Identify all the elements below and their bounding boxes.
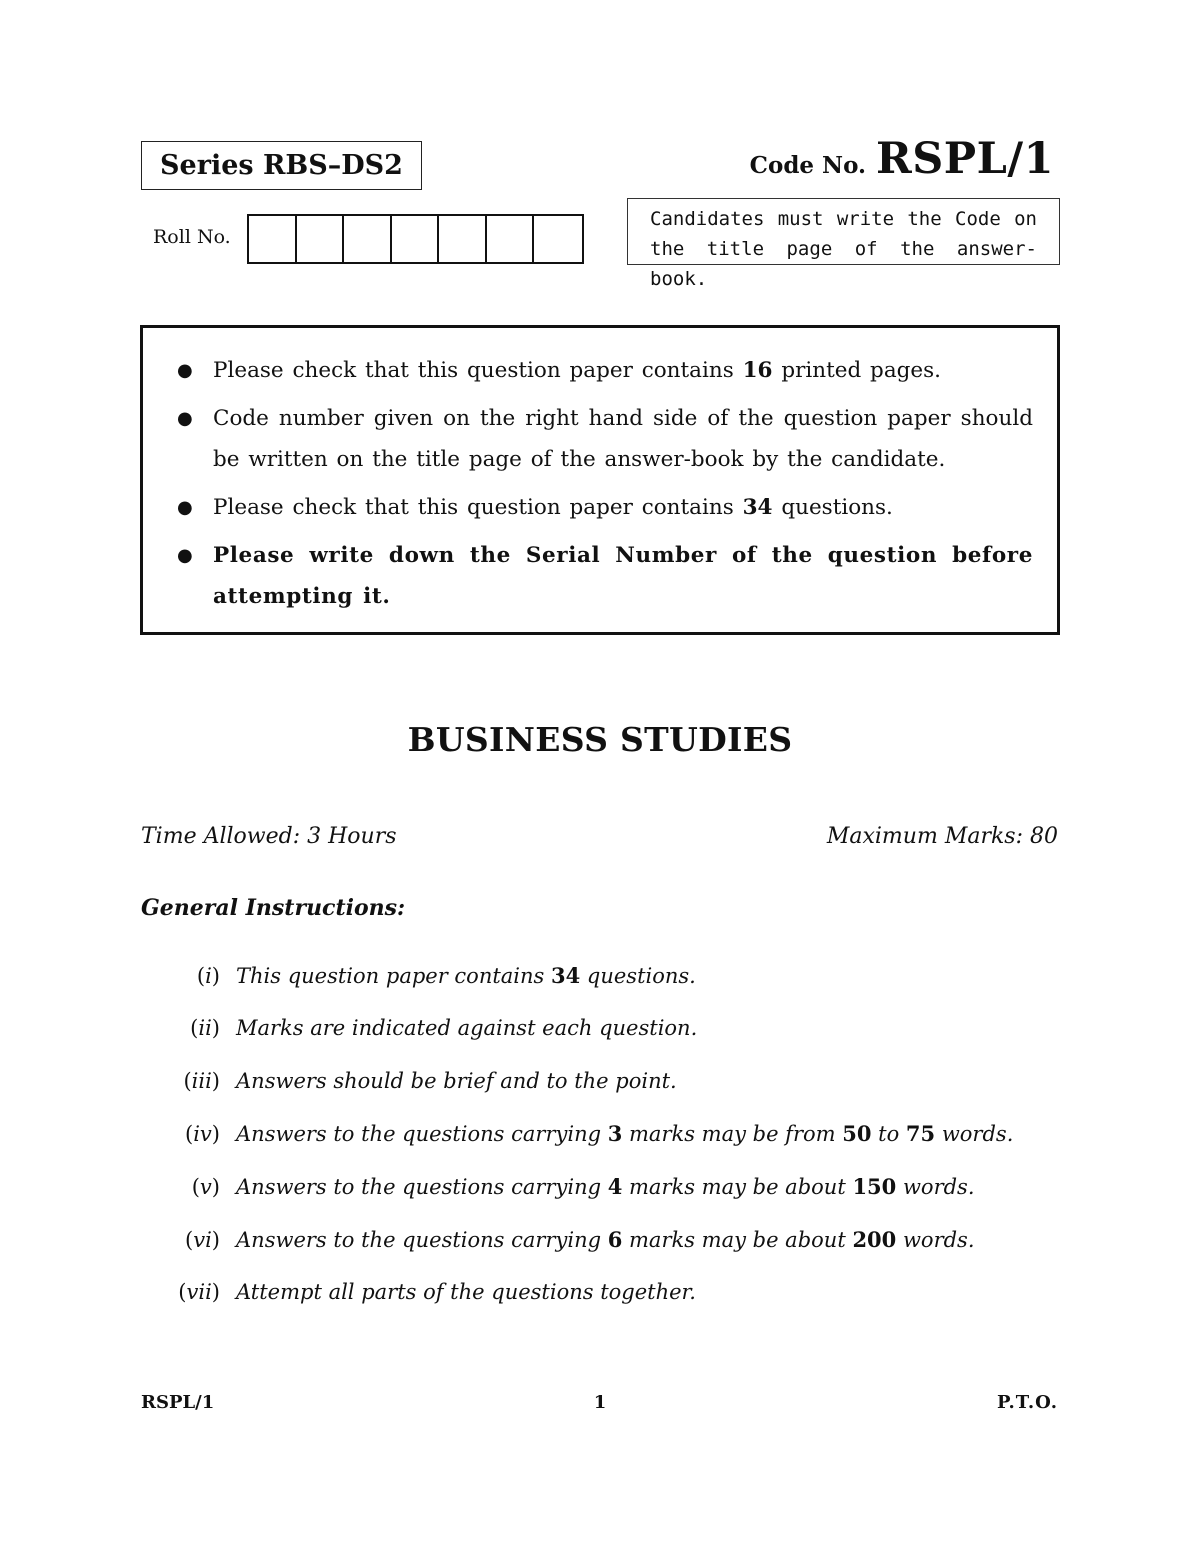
code-number bbox=[750, 134, 1054, 184]
page-title: BUSINESS STUDIES bbox=[407, 720, 793, 759]
candidates-note-line: Candidates must write the Code on bbox=[650, 208, 1037, 230]
roll-number-cell[interactable] bbox=[392, 216, 440, 262]
footer-pto: P.T.O. bbox=[996, 1392, 1058, 1413]
notice-text: printed pages. bbox=[772, 358, 941, 383]
instruction-number: (ii) bbox=[190, 1015, 220, 1040]
notice-text: Code number given on the right hand side of the question paper should be written on the title page of the answer-book by the candidate. bbox=[213, 406, 1033, 472]
footer-code: RSPL/1 bbox=[141, 1392, 215, 1413]
code-label: Code No. bbox=[749, 152, 867, 179]
instruction-number: (iv) bbox=[185, 1122, 220, 1147]
roll-number-cell[interactable] bbox=[249, 216, 297, 262]
notice-text: Please check that this question paper contains bbox=[213, 495, 743, 520]
page-number: 1 bbox=[593, 1392, 607, 1413]
series-label: Series RBS–DS2 bbox=[141, 141, 422, 190]
instruction-item bbox=[150, 1174, 1050, 1227]
notice-item bbox=[177, 487, 1033, 528]
instruction-number: (vii) bbox=[178, 1279, 220, 1304]
roll-number-cell[interactable] bbox=[534, 216, 582, 262]
instruction-number: (vi) bbox=[185, 1227, 220, 1252]
instruction-number: (v) bbox=[191, 1175, 220, 1200]
general-instructions-list bbox=[150, 963, 1050, 1333]
instruction-item bbox=[150, 1121, 1050, 1174]
notice-list bbox=[177, 350, 1033, 617]
instruction-number: (iii) bbox=[183, 1068, 220, 1093]
time-allowed: Time Allowed: 3 Hours bbox=[141, 824, 397, 849]
notice-number: 34 bbox=[742, 495, 773, 520]
instruction-text: Answers to the questions carrying 3 marks may be from 50 to 75 words. bbox=[236, 1121, 1014, 1147]
notice-number: 16 bbox=[742, 358, 773, 383]
instruction-item bbox=[150, 1227, 1050, 1280]
notice-item bbox=[177, 535, 1033, 617]
roll-number-cell[interactable] bbox=[297, 216, 345, 262]
bullet-icon: ● bbox=[177, 497, 193, 518]
instruction-item bbox=[150, 1069, 1050, 1122]
instruction-text: Attempt all parts of the questions together. bbox=[236, 1279, 696, 1304]
instruction-text: Marks are indicated against each question. bbox=[236, 1015, 698, 1040]
general-instructions-heading: General Instructions: bbox=[141, 895, 406, 921]
notice-item bbox=[177, 398, 1033, 480]
instruction-text: Answers to the questions carrying 6 marks may be about 200 words. bbox=[236, 1226, 975, 1252]
maximum-marks: Maximum Marks: 80 bbox=[826, 824, 1058, 849]
instruction-text: This question paper contains 34 questions. bbox=[236, 963, 696, 988]
instruction-text: Answers should be brief and to the point. bbox=[236, 1068, 677, 1093]
notice-text: Please check that this question paper contains bbox=[213, 358, 743, 383]
notice-text: questions. bbox=[772, 495, 893, 520]
instruction-number: (i) bbox=[196, 964, 220, 988]
roll-number-label: Roll No. bbox=[153, 226, 231, 248]
bullet-icon: ● bbox=[177, 545, 194, 566]
bullet-icon: ● bbox=[177, 408, 193, 429]
code-value: RSPL/1 bbox=[876, 134, 1054, 184]
instruction-item bbox=[150, 1016, 1050, 1069]
candidates-note-line: the title page of the answer-book. bbox=[650, 238, 1037, 290]
roll-number-boxes bbox=[247, 214, 584, 264]
instruction-item bbox=[150, 1280, 1050, 1333]
candidates-code-note bbox=[627, 198, 1060, 290]
roll-number-cell[interactable] bbox=[439, 216, 487, 262]
instruction-item bbox=[150, 963, 1050, 1016]
bullet-icon: ● bbox=[177, 360, 193, 381]
roll-number-cell[interactable] bbox=[487, 216, 535, 262]
notice-box bbox=[140, 325, 1060, 635]
notice-item bbox=[177, 350, 1033, 391]
notice-text: Please write down the Serial Number of the question before attempting it. bbox=[213, 543, 1033, 609]
instruction-text: Answers to the questions carrying 4 marks may be about 150 words. bbox=[236, 1174, 975, 1200]
roll-number-cell[interactable] bbox=[344, 216, 392, 262]
